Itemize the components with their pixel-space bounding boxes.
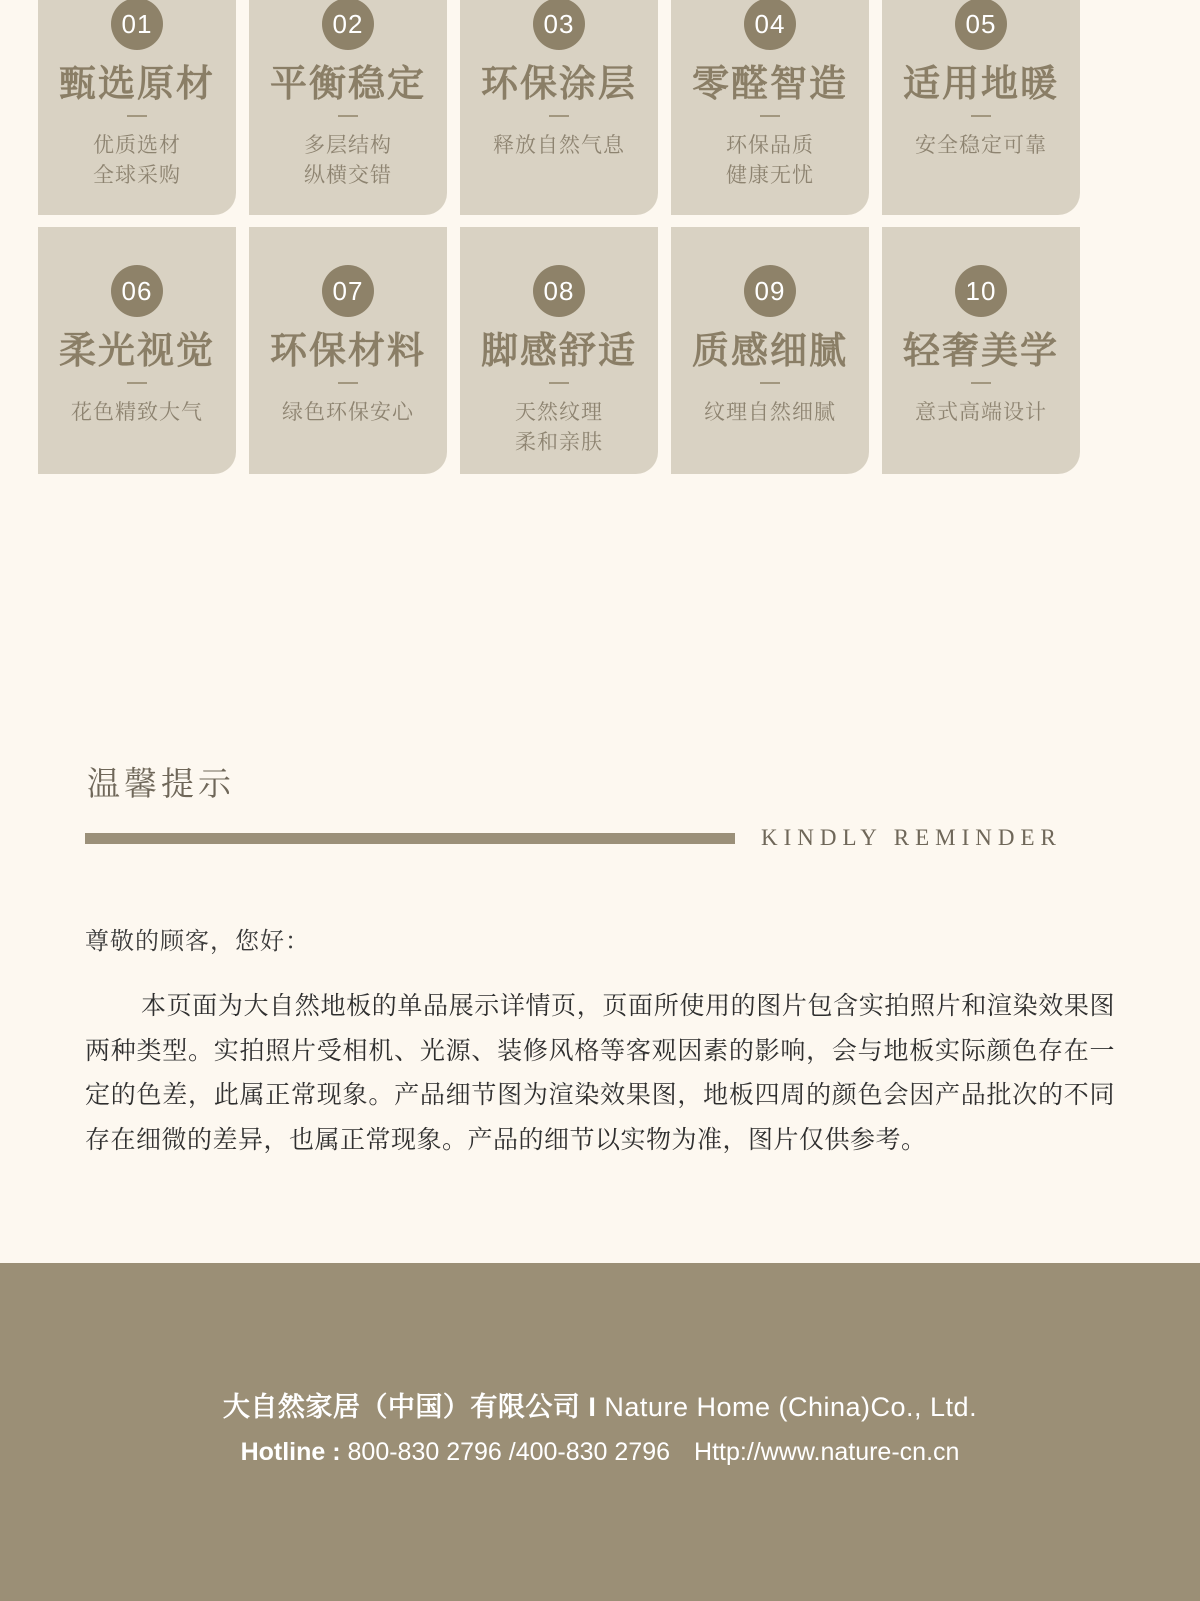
feature-subtitle xyxy=(882,398,1080,428)
feature-subtitle xyxy=(249,131,447,192)
feature-number-badge: 05 xyxy=(955,0,1007,50)
reminder-greeting: 尊敬的顾客，您好： xyxy=(85,928,310,955)
feature-subtitle xyxy=(882,131,1080,161)
feature-number-badge: 01 xyxy=(111,0,163,50)
divider-dash xyxy=(338,115,358,117)
feature-subtitle-line: 柔和亲肤 xyxy=(515,431,603,455)
feature-subtitle-line: 安全稳定可靠 xyxy=(915,133,1047,157)
divider-dash xyxy=(338,382,358,384)
feature-title: 环保材料 xyxy=(270,330,426,371)
feature-number-badge: 02 xyxy=(322,0,374,50)
feature-title: 适用地暖 xyxy=(903,63,1059,104)
feature-number-badge: 08 xyxy=(533,265,585,317)
divider-dash xyxy=(760,115,780,117)
feature-card xyxy=(882,0,1080,215)
feature-subtitle-line: 优质选材 xyxy=(93,133,181,157)
feature-number-badge: 10 xyxy=(955,265,1007,317)
feature-subtitle-line: 绿色环保安心 xyxy=(282,400,414,424)
feature-title: 环保涂层 xyxy=(481,63,637,104)
divider-dash xyxy=(127,382,147,384)
footer-company xyxy=(0,1385,1200,1424)
feature-subtitle-line: 天然纹理 xyxy=(515,400,603,424)
footer-separator: I xyxy=(588,1392,597,1422)
feature-subtitle xyxy=(460,131,658,161)
feature-title: 脚感舒适 xyxy=(481,330,637,371)
feature-subtitle-line: 纵横交错 xyxy=(304,164,392,188)
feature-number-badge: 09 xyxy=(744,265,796,317)
footer-website[interactable]: Http://www.nature-cn.cn xyxy=(694,1438,960,1466)
feature-card xyxy=(249,0,447,215)
divider-dash xyxy=(971,115,991,117)
feature-subtitle xyxy=(38,131,236,192)
divider-dash xyxy=(971,382,991,384)
reminder-body: 本页面为大自然地板的单品展示详情页，页面所使用的图片包含实拍照片和渲染效果图两种类型。实拍照片受相机、光源、装修风格等客观因素的影响，会与地板实际颜色存在一定的色差，此属正常现象。产品细节图为渲染效果图，地板四周的颜色会因产品批次的不同存在细微的差异，也属正常现象。产品的细节以实物为准，图片仅供参考。 xyxy=(85,992,1115,1154)
feature-subtitle-line: 花色精致大气 xyxy=(71,400,203,424)
feature-number-badge: 04 xyxy=(744,0,796,50)
feature-subtitle xyxy=(460,398,658,459)
feature-subtitle-line: 释放自然气息 xyxy=(493,133,625,157)
footer-company-en: Nature Home (China)Co., Ltd. xyxy=(604,1392,978,1422)
feature-card xyxy=(671,0,869,215)
feature-card xyxy=(38,227,236,474)
footer-hotline-value: 800-830 2796 /400-830 2796 xyxy=(347,1438,671,1466)
reminder-heading-en: KINDLY REMINDER xyxy=(761,825,1062,850)
feature-subtitle xyxy=(671,398,869,428)
feature-number-badge: 06 xyxy=(111,265,163,317)
feature-subtitle-line: 全球采购 xyxy=(93,164,181,188)
reminder-rule-row xyxy=(85,825,1115,851)
feature-subtitle-line: 环保品质 xyxy=(726,133,814,157)
feature-card xyxy=(460,227,658,474)
feature-title: 甄选原材 xyxy=(59,63,215,104)
divider-dash xyxy=(760,382,780,384)
feature-subtitle-line: 多层结构 xyxy=(304,133,392,157)
feature-number-badge: 03 xyxy=(533,0,585,50)
feature-card xyxy=(249,227,447,474)
page-footer xyxy=(0,1263,1200,1601)
feature-subtitle xyxy=(671,131,869,192)
feature-title: 轻奢美学 xyxy=(903,330,1059,371)
feature-subtitle-line: 健康无忧 xyxy=(726,164,814,188)
feature-title: 柔光视觉 xyxy=(59,330,215,371)
reminder-heading: 温馨提示 xyxy=(87,765,235,802)
feature-subtitle-line: 意式高端设计 xyxy=(915,400,1047,424)
footer-company-cn: 大自然家居（中国）有限公司 xyxy=(222,1392,581,1422)
feature-number-badge: 07 xyxy=(322,265,374,317)
feature-subtitle xyxy=(249,398,447,428)
feature-subtitle-line: 纹理自然细腻 xyxy=(704,400,836,424)
feature-title: 零醛智造 xyxy=(692,63,848,104)
reminder-rule xyxy=(85,833,735,844)
footer-hotline-label: Hotline : xyxy=(240,1438,341,1466)
feature-card xyxy=(671,227,869,474)
divider-dash xyxy=(127,115,147,117)
divider-dash xyxy=(549,115,569,117)
feature-grid xyxy=(38,0,1162,474)
feature-title: 平衡稳定 xyxy=(270,63,426,104)
feature-card xyxy=(882,227,1080,474)
footer-contact xyxy=(0,1438,1200,1467)
feature-subtitle xyxy=(38,398,236,428)
feature-card xyxy=(38,0,236,215)
feature-card xyxy=(460,0,658,215)
divider-dash xyxy=(549,382,569,384)
kindly-reminder-section xyxy=(85,758,1115,1162)
feature-title: 质感细腻 xyxy=(692,330,848,371)
